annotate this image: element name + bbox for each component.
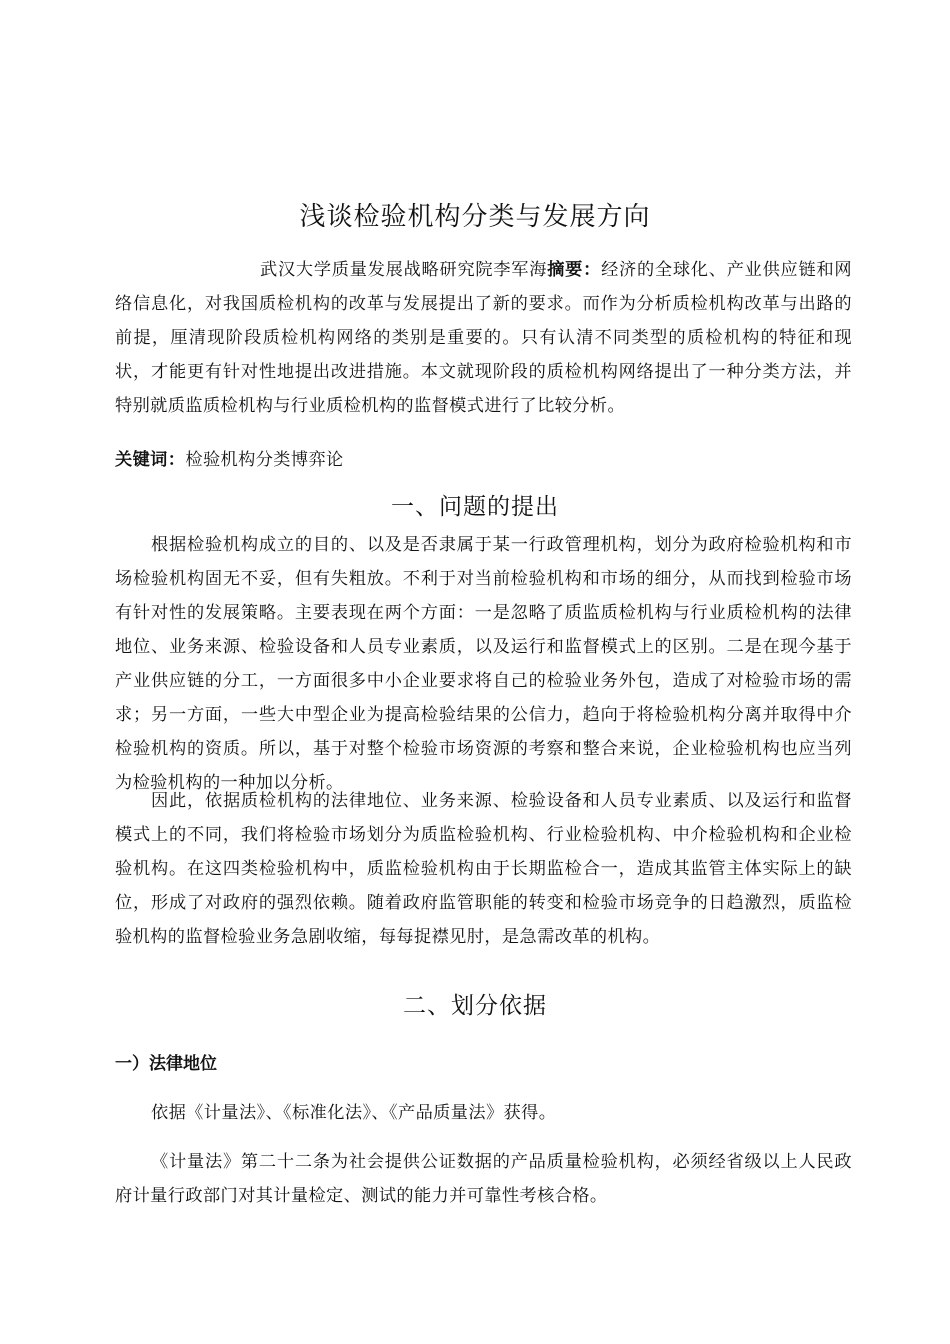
abstract-text: 经济的全球化、产业供应链和网络信息化，对我国质检机构的改革与发展提出了新的要求。而作为分析质检机构改革与出路的前提，厘清现阶段质检机构网络的类别是重要的。只有认清不同类型的质检机构的特征和现状，才能更有针对性地提出改进措施。本文就现阶段的质检机构网络提出了一种分类方法，并特别就质监质检机构与行业质检机构的监督模式进行了比较分析。 [115,260,852,416]
section2-paragraph-2: 《计量法》第二十二条为社会提供公证数据的产品质量检验机构，必须经省级以上人民政府计量行政部门对其计量检定、测试的能力并可靠性考核合格。 [115,1152,852,1206]
document-title: 浅谈检验机构分类与发展方向 [299,202,651,232]
section2-subheading-1: 一）法律地位 [115,1054,217,1074]
section2-heading: 二、划分依据 [403,993,547,1019]
keywords-label: 关键词： [115,450,186,470]
abstract-label: 摘要： [547,260,602,280]
section1-paragraph-1: 根据检验机构成立的目的、以及是否隶属于某一行政管理机构，划分为政府检验机构和市场检验机构固无不妥，但有失粗放。不利于对当前检验机构和市场的细分，从而找到检验市场有针对性的发展策略。主要表现在两个方面：一是忽略了质监质检机构与行业质检机构的法律地位、业务来源、检验设备和人员专业素质，以及运行和监督模式上的区别。二是在现今基于产业供应链的分工，一方面很多中小企业要求将自己的检验业务外包，造成了对检验市场的需求；另一方面，一些大中型企业为提高检验结果的公信力，趋向于将检验机构分离并取得中介检验机构的资质。所以，基于对整个检验市场资源的考察和整合来说，企业检验机构也应当列为检验机构的一种加以分析。 [115,535,852,793]
section2-paragraph-1: 依据《计量法》、《标准化法》、《产品质量法》获得。 [151,1103,557,1123]
section1-paragraph-2: 因此，依据质检机构的法律地位、业务来源、检验设备和人员专业素质、以及运行和监督模式上的不同，我们将检验市场划分为质监检验机构、行业检验机构、中介检验机构和企业检验机构。在这四类检验机构中，质监检验机构由于长期监检合一，造成其监管主体实际上的缺位，形成了对政府的强烈依赖。随着政府监管职能的转变和检验市场竞争的日趋激烈，质监检验机构的监督检验业务急剧收缩，每每捉襟见肘，是急需改革的机构。 [115,791,852,947]
section1-heading: 一、问题的提出 [391,494,559,520]
author-affiliation: 武汉大学质量发展战略研究院李军海 [260,260,548,280]
abstract-paragraph [115,253,852,423]
keywords-line [115,443,852,477]
keywords-text: 检验机构分类博弈论 [185,450,344,470]
